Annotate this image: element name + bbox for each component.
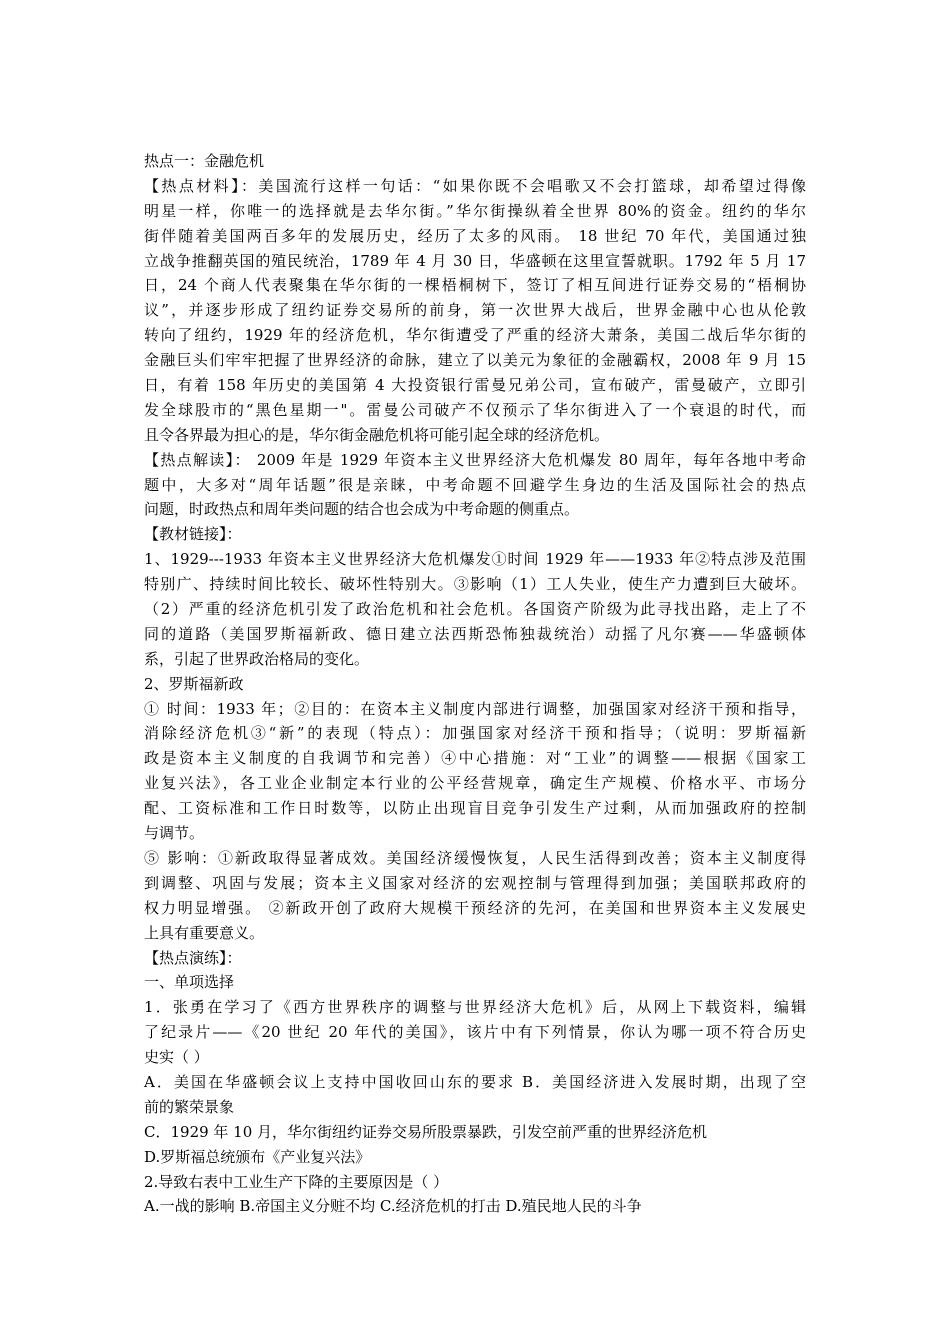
- text-line: 1．张勇在学习了《西方世界秩序的调整与世界经济大危机》后，从网上下载资料，编辑: [144, 998, 806, 1017]
- text-line: 权力明显增强。 ②新政开创了政府大规模干预经济的先河，在美国和世界资本主义发展史: [144, 898, 806, 917]
- text-line: 热点一：金融危机: [144, 152, 265, 170]
- text-line: 上具有重要意义。: [144, 923, 265, 942]
- text-line: 一、单项选择: [144, 973, 235, 992]
- text-line: 街伴随着美国两百多年的发展历史，经历了太多的风雨。 18 世纪 70 年代，美国通过独: [144, 226, 806, 245]
- text-line: （2）严重的经济危机引发了政治危机和社会危机。各国资产阶级为此寻找出路，走上了不: [144, 600, 806, 619]
- text-line: 1、1929---1933 年资本主义世界经济大危机爆发①时间 1929 年——1933 年②特点涉及范围: [144, 550, 806, 569]
- text-line: 业复兴法》，各工业企业制定本行业的公平经营规章，确定生产规模、价格水平、市场分: [144, 774, 806, 793]
- text-line: 前的繁荣景象: [144, 1097, 235, 1116]
- text-line: 2、罗斯福新政: [144, 674, 244, 693]
- text-line: 史实（ ）: [144, 1048, 209, 1067]
- text-line: 配、工资标准和工作日时数等，以防止出现盲目竞争引发生产过剩，从而加强政府的控制: [144, 799, 806, 818]
- text-line: 系，引起了世界政治格局的变化。: [144, 649, 370, 668]
- text-line: 特别广、持续时间比较长、破坏性特别大。③影响（1）工人失业，使生产力遭到巨大破坏。: [144, 575, 806, 594]
- text-line: ① 时间：1933 年；②目的：在资本主义制度内部进行调整，加强国家对经济干预和指导，: [144, 699, 806, 718]
- text-line: 了纪录片——《20 世纪 20 年代的美国》，该片中有下列情景，你认为哪一项不符合历史: [144, 1023, 806, 1042]
- text-line: 转向了纽约，1929 年的经济危机，华尔街遭受了严重的经济大萧条，美国二战后华尔街的: [144, 326, 806, 345]
- text-line: 与调节。: [144, 824, 205, 843]
- text-line: 题中，大多对“周年话题”很是亲睐，中考命题不回避学生身边的生活及国际社会的热点: [144, 475, 806, 494]
- text-line: 金融巨头们牢牢把握了世界经济的命脉，建立了以美元为象征的金融霸权，2008 年 9 月 15: [144, 351, 806, 370]
- text-line: 明星一样，你唯一的选择就是去华尔街。”华尔街操纵着全世界 80%的资金。纽约的华尔: [144, 201, 806, 220]
- text-line: 议”，并逐步形成了纽约证券交易所的前身，第一次世界大战后，世界金融中心也从伦敦: [144, 301, 806, 320]
- text-line: 立战争推翻英国的殖民统治，1789 年 4 月 30 日，华盛顿在这里宣誓就职。1792 年 5 月 17: [144, 251, 806, 270]
- text-line: 同的道路（美国罗斯福新政、德日建立法西斯恐怖独裁统治）动摇了凡尔赛——华盛顿体: [144, 624, 806, 643]
- text-line: C．1929 年 10 月，华尔街纽约证券交易所股票暴跌，引发空前严重的世界经济危机: [144, 1122, 708, 1141]
- text-line: 发全球股市的“黑色星期一"。雷曼公司破产不仅预示了华尔街进入了一个衰退的时代，而: [144, 400, 806, 419]
- text-line: ⑤ 影响：①新政取得显著成效。美国经济缓慢恢复，人民生活得到改善；资本主义制度得: [144, 848, 806, 867]
- text-line: 且令各界最为担心的是，华尔街金融危机将可能引起全球的经济危机。: [144, 425, 610, 444]
- text-line: D.罗斯福总统颁布《产业复兴法》: [144, 1147, 371, 1166]
- text-line: 【教材链接】：: [144, 525, 242, 544]
- text-line: 到调整、巩固与发展；资本主义国家对经济的宏观控制与管理得到加强；美国联邦政府的: [144, 873, 806, 892]
- text-line: A.一战的影响 B.帝国主义分赃不均 C.经济危机的打击 D.殖民地人民的斗争: [144, 1197, 642, 1216]
- text-line: 【热点解读】： 2009 年是 1929 年资本主义世界经济大危机爆发 80 周年，每年各地中考命: [144, 450, 806, 469]
- document-page: [144, 149, 806, 1219]
- text-line: 日，有着 158 年历史的美国第 4 大投资银行雷曼兄弟公司，宣布破产，雷曼破产，立即引: [144, 376, 806, 395]
- text-line: A．美国在华盛顿会议上支持中国收回山东的要求 B．美国经济进入发展时期，出现了空: [144, 1072, 806, 1091]
- text-line: 消除经济危机③“新”的表现（特点）：加强国家对经济干预和指导；（说明：罗斯福新: [144, 724, 806, 743]
- text-line: 日，24 个商人代表聚集在华尔街的一棵梧桐树下，签订了相互间进行证券交易的“梧桐协: [144, 276, 806, 295]
- text-line: 【热点演练】：: [144, 948, 242, 967]
- text-line: 【热点材料】：美国流行这样一句话：“如果你既不会唱歌又不会打篮球，却希望过得像: [144, 176, 806, 195]
- text-line: 2.导致右表中工业生产下降的主要原因是（ ）: [144, 1172, 449, 1191]
- text-line: 政是资本主义制度的自我调节和完善）④中心措施：对“工业”的调整——根据《国家工: [144, 749, 806, 768]
- text-line: 问题，时政热点和周年类问题的结合也会成为中考命题的侧重点。: [144, 500, 580, 519]
